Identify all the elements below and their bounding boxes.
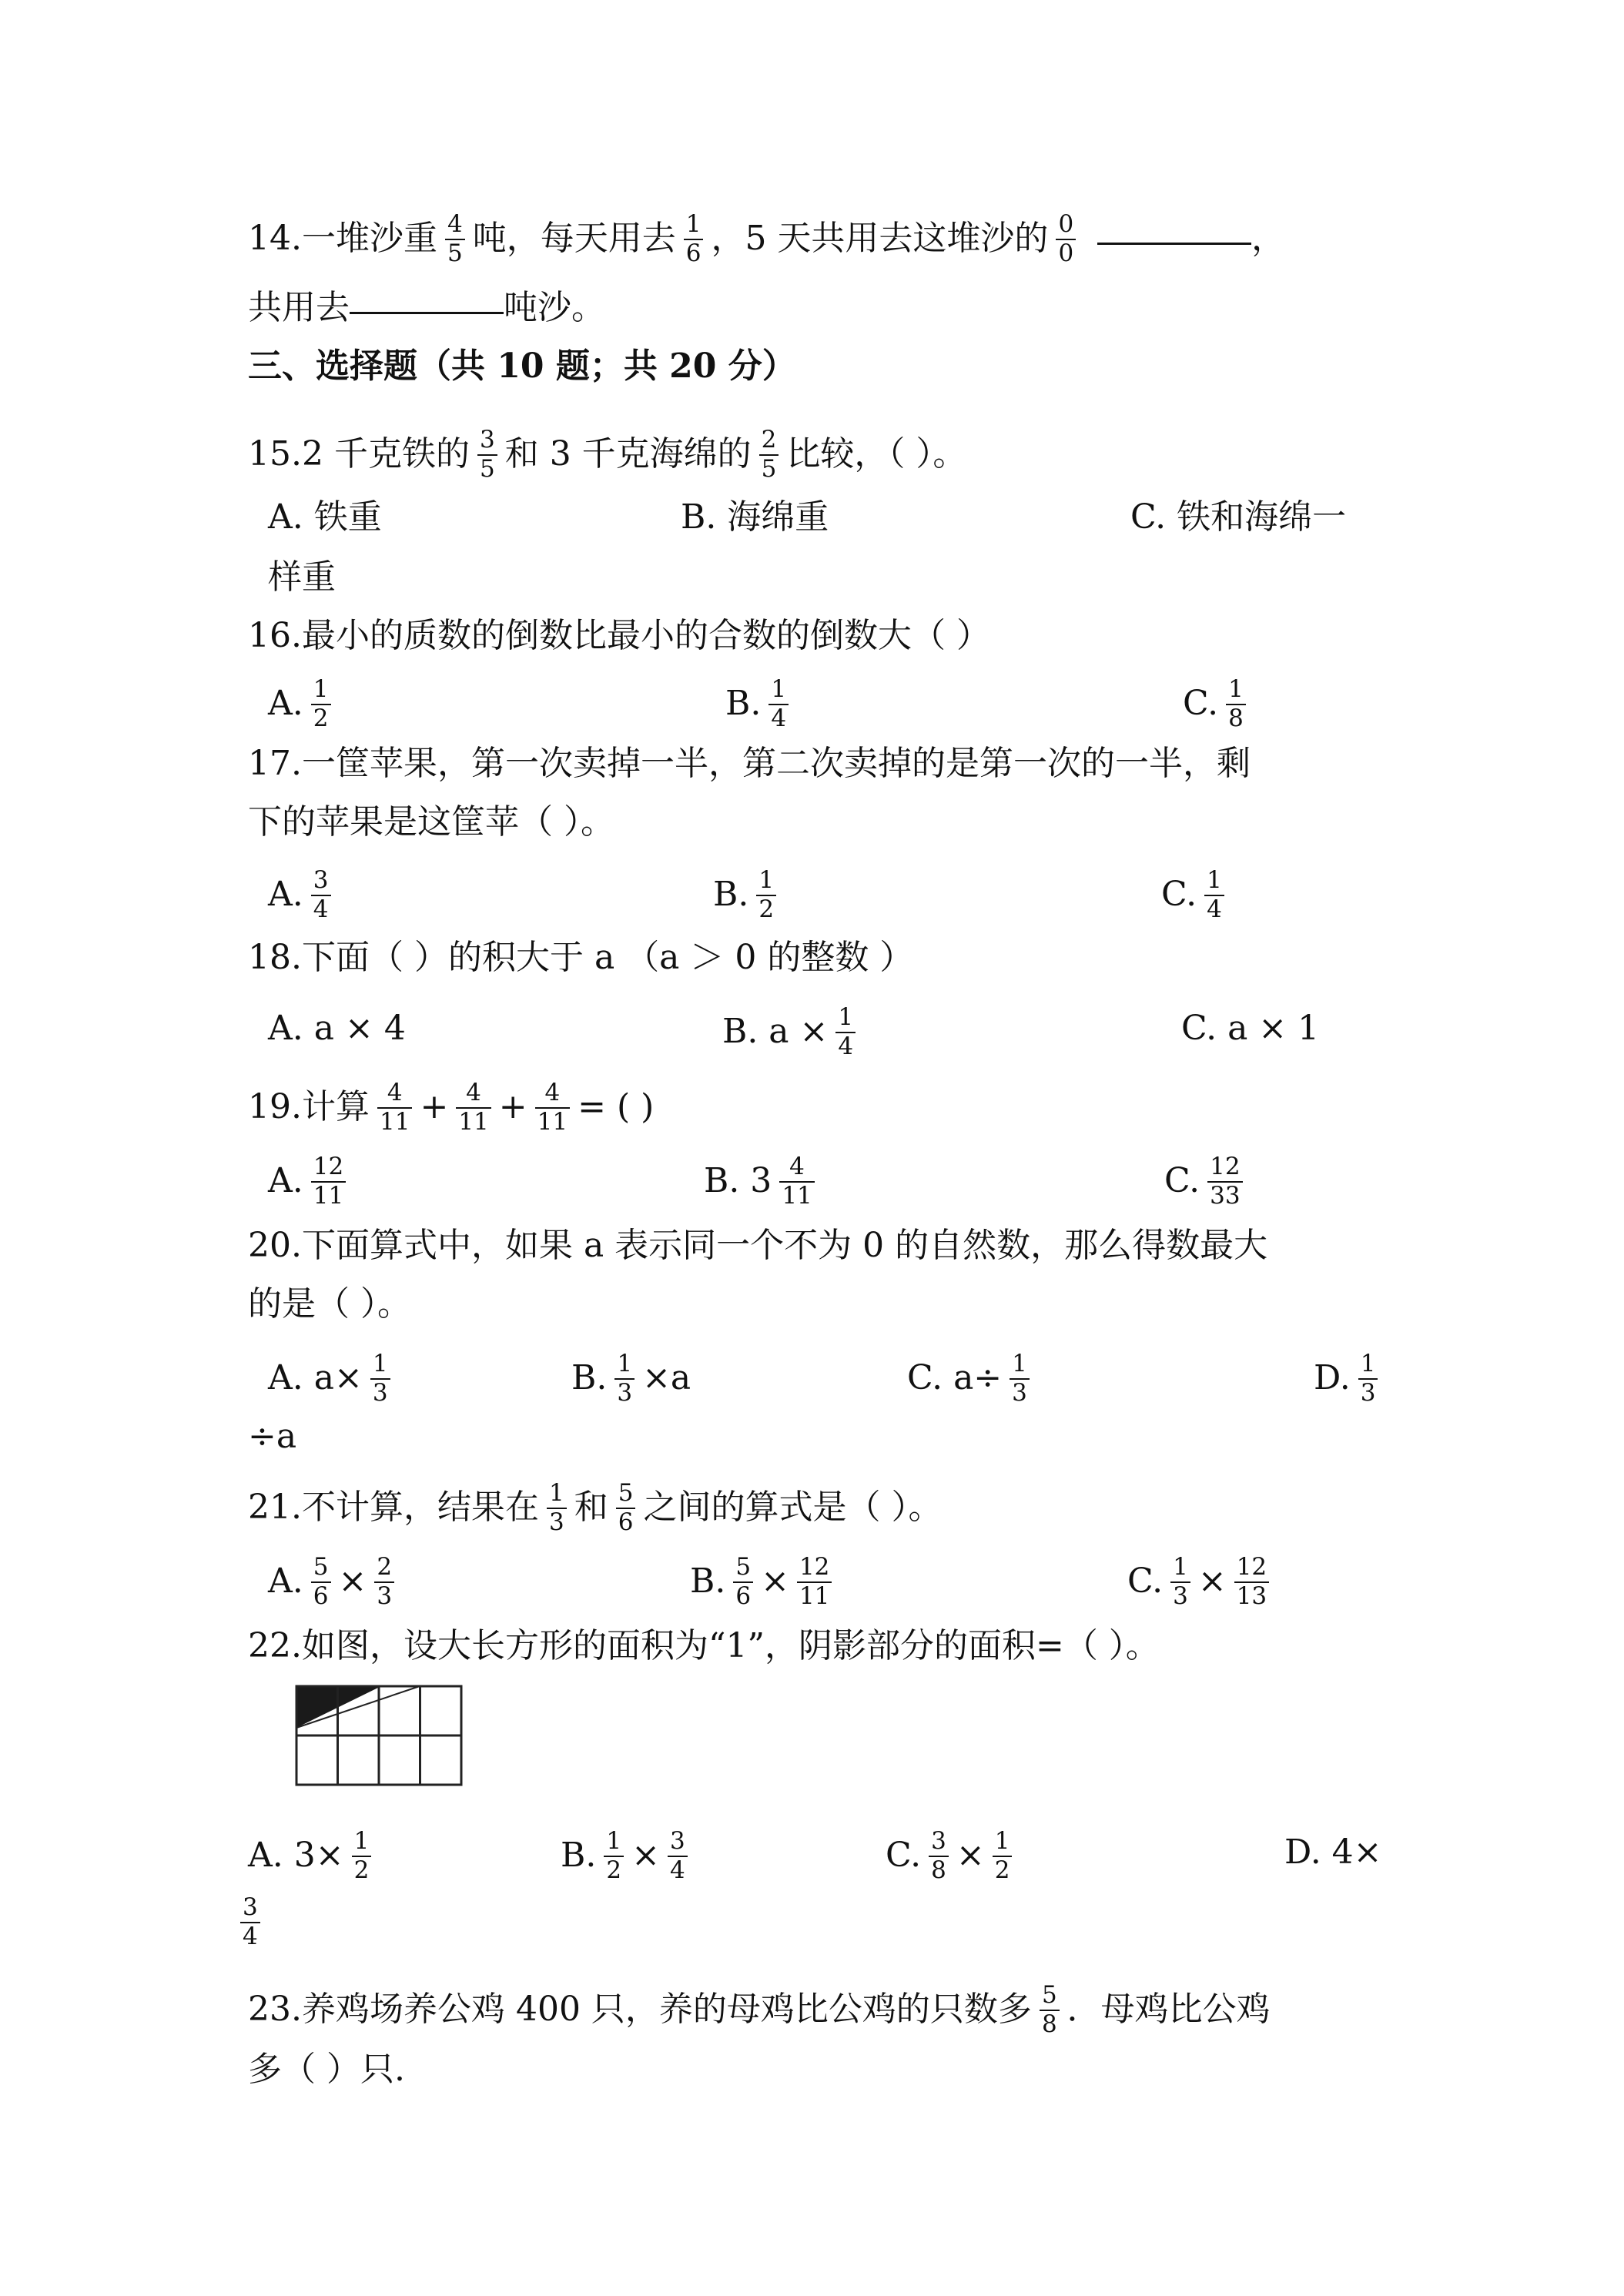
- q20-option-b[interactable]: B. $\frac{1}{3}$ ×a: [571, 1350, 691, 1407]
- q17-option-b[interactable]: B. $\frac{1}{2}$: [713, 869, 784, 915]
- q14-fraction-3: $\frac{0}{0}$: [1056, 211, 1076, 267]
- question-20-line-2: 的是（ ）。: [248, 1284, 411, 1324]
- question-14-line-2: [248, 285, 605, 331]
- q20-option-d[interactable]: D. $\frac{1}{3}$: [1314, 1352, 1385, 1398]
- question-14-line-1: [248, 210, 1286, 267]
- q20-option-a[interactable]: A. a× $\frac{1}{3}$: [268, 1352, 398, 1398]
- q15-option-b[interactable]: B. 海绵重: [681, 497, 829, 537]
- q15-option-c[interactable]: C. 铁和海绵一: [1130, 497, 1347, 537]
- q22-option-d[interactable]: D. 4×: [1284, 1832, 1382, 1872]
- q21-option-b[interactable]: B. $\frac{5}{6}$ × $\frac{12}{11}$: [690, 1555, 839, 1602]
- q18-option-a[interactable]: A. a × 4: [268, 1009, 406, 1048]
- q21-option-c[interactable]: C. $\frac{1}{3}$ × $\frac{12}{13}$: [1127, 1555, 1277, 1602]
- shaded-rectangle-figure: [295, 1685, 463, 1786]
- section-heading: 三、选择题（共 10 题；共 20 分）: [248, 346, 796, 386]
- q19-option-c[interactable]: C. $\frac{12}{33}$: [1164, 1155, 1251, 1201]
- q14-fraction-1: $\frac{4}{5}$: [445, 211, 465, 267]
- q14-fraction-2: $\frac{1}{6}$: [684, 211, 704, 267]
- question-20-line-1: 20.下面算式中，如果 a 表示同一个不为 0 的自然数，那么得数最大: [248, 1226, 1268, 1265]
- q19-option-b[interactable]: B. 3 $\frac{4}{11}$: [704, 1155, 822, 1201]
- q18-option-b[interactable]: B. a × $\frac{1}{4}$: [722, 1006, 863, 1052]
- q20-option-c[interactable]: C. a÷ $\frac{1}{3}$: [907, 1352, 1037, 1398]
- q16-option-c[interactable]: C. $\frac{1}{8}$: [1183, 678, 1254, 724]
- q14-answer-blank-2[interactable]: [350, 310, 504, 314]
- q14-text-a: 14.一堆沙重: [248, 219, 437, 259]
- question-23-line-2: 多（ ）只.: [248, 2050, 405, 2089]
- question-23-line-1: 23.养鸡场养公鸡 400 只，养的母鸡比公鸡的只数多 $\frac{5}{8}$ ．母鸡比公鸡: [248, 1981, 1271, 2038]
- q16-option-a[interactable]: A. $\frac{1}{2}$: [268, 678, 339, 724]
- q17-option-a[interactable]: A. $\frac{3}{4}$: [268, 869, 339, 915]
- q22-option-b[interactable]: B. $\frac{1}{2}$ × $\frac{3}{4}$: [561, 1829, 695, 1876]
- q14-text-c: ，5 天共用去这堆沙的: [711, 219, 1049, 259]
- question-17-line-2: 下的苹果是这筐苹（ ）。: [248, 802, 614, 842]
- question-16-stem: 16.最小的质数的倒数比最小的合数的倒数大（ ）: [248, 616, 990, 655]
- q21-option-a[interactable]: A. $\frac{5}{6}$ × $\frac{2}{3}$: [268, 1555, 402, 1602]
- q14-text-b: 吨，每天用去: [472, 219, 676, 259]
- question-17-line-1: 17.一筐苹果，第一次卖掉一半，第二次卖掉的是第一次的一半，剩: [248, 744, 1251, 783]
- q22-option-a[interactable]: A. 3× $\frac{1}{2}$: [248, 1829, 379, 1876]
- q14-answer-blank-1[interactable]: [1097, 241, 1251, 245]
- question-15-stem: 15.2 千克铁的 $\frac{3}{5}$ 和 3 千克海绵的 $\frac{2}{5}$ 比较，（ ）。: [248, 426, 967, 483]
- q15-option-a[interactable]: A. 铁重: [268, 497, 382, 537]
- q14-text-end: ，: [1251, 219, 1286, 259]
- q17-option-c[interactable]: C. $\frac{1}{4}$: [1161, 869, 1232, 915]
- q14-text-line2a: 共用去: [248, 288, 350, 327]
- q18-option-c[interactable]: C. a × 1: [1181, 1009, 1320, 1048]
- q20-option-d-wrap: ÷a: [248, 1417, 297, 1456]
- q19-option-a[interactable]: A. $\frac{12}{11}$: [268, 1155, 353, 1201]
- q22-option-d-wrap: $\frac{3}{4}$: [240, 1896, 260, 1942]
- q14-text-line2b: 吨沙。: [504, 288, 605, 327]
- q15-option-c-wrap: 样重: [268, 557, 336, 597]
- q22-option-c[interactable]: C. $\frac{3}{8}$ × $\frac{1}{2}$: [886, 1829, 1020, 1876]
- q15-fraction-1: $\frac{3}{5}$: [477, 427, 497, 483]
- question-22-stem: 22.如图，设大长方形的面积为“1”，阴影部分的面积=（ ）。: [248, 1626, 1160, 1665]
- question-18-stem: 18.下面（ ）的积大于 a （a ＞ 0 的整数 ）: [248, 938, 914, 977]
- q15-fraction-2: $\frac{2}{5}$: [759, 427, 779, 483]
- question-21-stem: 21.不计算，结果在 $\frac{1}{3}$ 和 $\frac{5}{6}$ 之间的算式是（ ）。: [248, 1479, 943, 1536]
- q16-option-b[interactable]: B. $\frac{1}{4}$: [725, 678, 796, 724]
- question-19-stem: 19.计算 $\frac{4}{11}$ + $\frac{4}{11}$ + $\frac{4}{11}$ = ( ): [248, 1079, 655, 1136]
